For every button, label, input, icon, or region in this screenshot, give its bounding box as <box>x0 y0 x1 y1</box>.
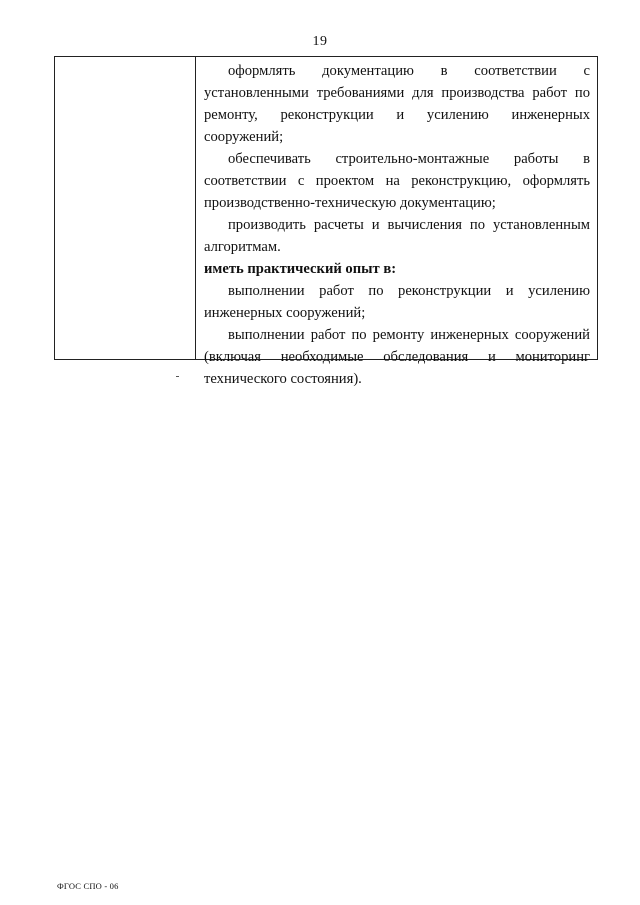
table-left-cell <box>55 57 196 359</box>
paragraph-document-work: оформлять документацию в соответствии с установленными требованиями для производства работ по ремонту, реконструкции и усилению инженерных сооружений; <box>204 63 590 145</box>
paragraph-construction-work: обеспечивать строительно-монтажные работы в соответствии с проектом на реконструкцию, оформлять производственно-техническую документацию; <box>204 151 590 211</box>
requirements-table <box>54 56 598 387</box>
paragraph-calculations: производить расчеты и вычисления по установленным алгоритмам. <box>204 217 590 255</box>
paragraph-repair-experience: выполнении работ по ремонту инженерных сооружений (включая необходимые обследования и мониторинг технического состояния). <box>204 327 590 387</box>
table-right-cell <box>196 57 597 387</box>
paragraph-reconstruction-experience: выполнении работ по реконструкции и усилению инженерных сооружений; <box>204 283 590 321</box>
practical-experience-heading: иметь практический опыт в: <box>204 261 397 277</box>
footer-code: ФГОС СПО - 06 <box>57 881 119 891</box>
scan-artifact <box>176 376 179 377</box>
page-number: 19 <box>312 34 328 49</box>
